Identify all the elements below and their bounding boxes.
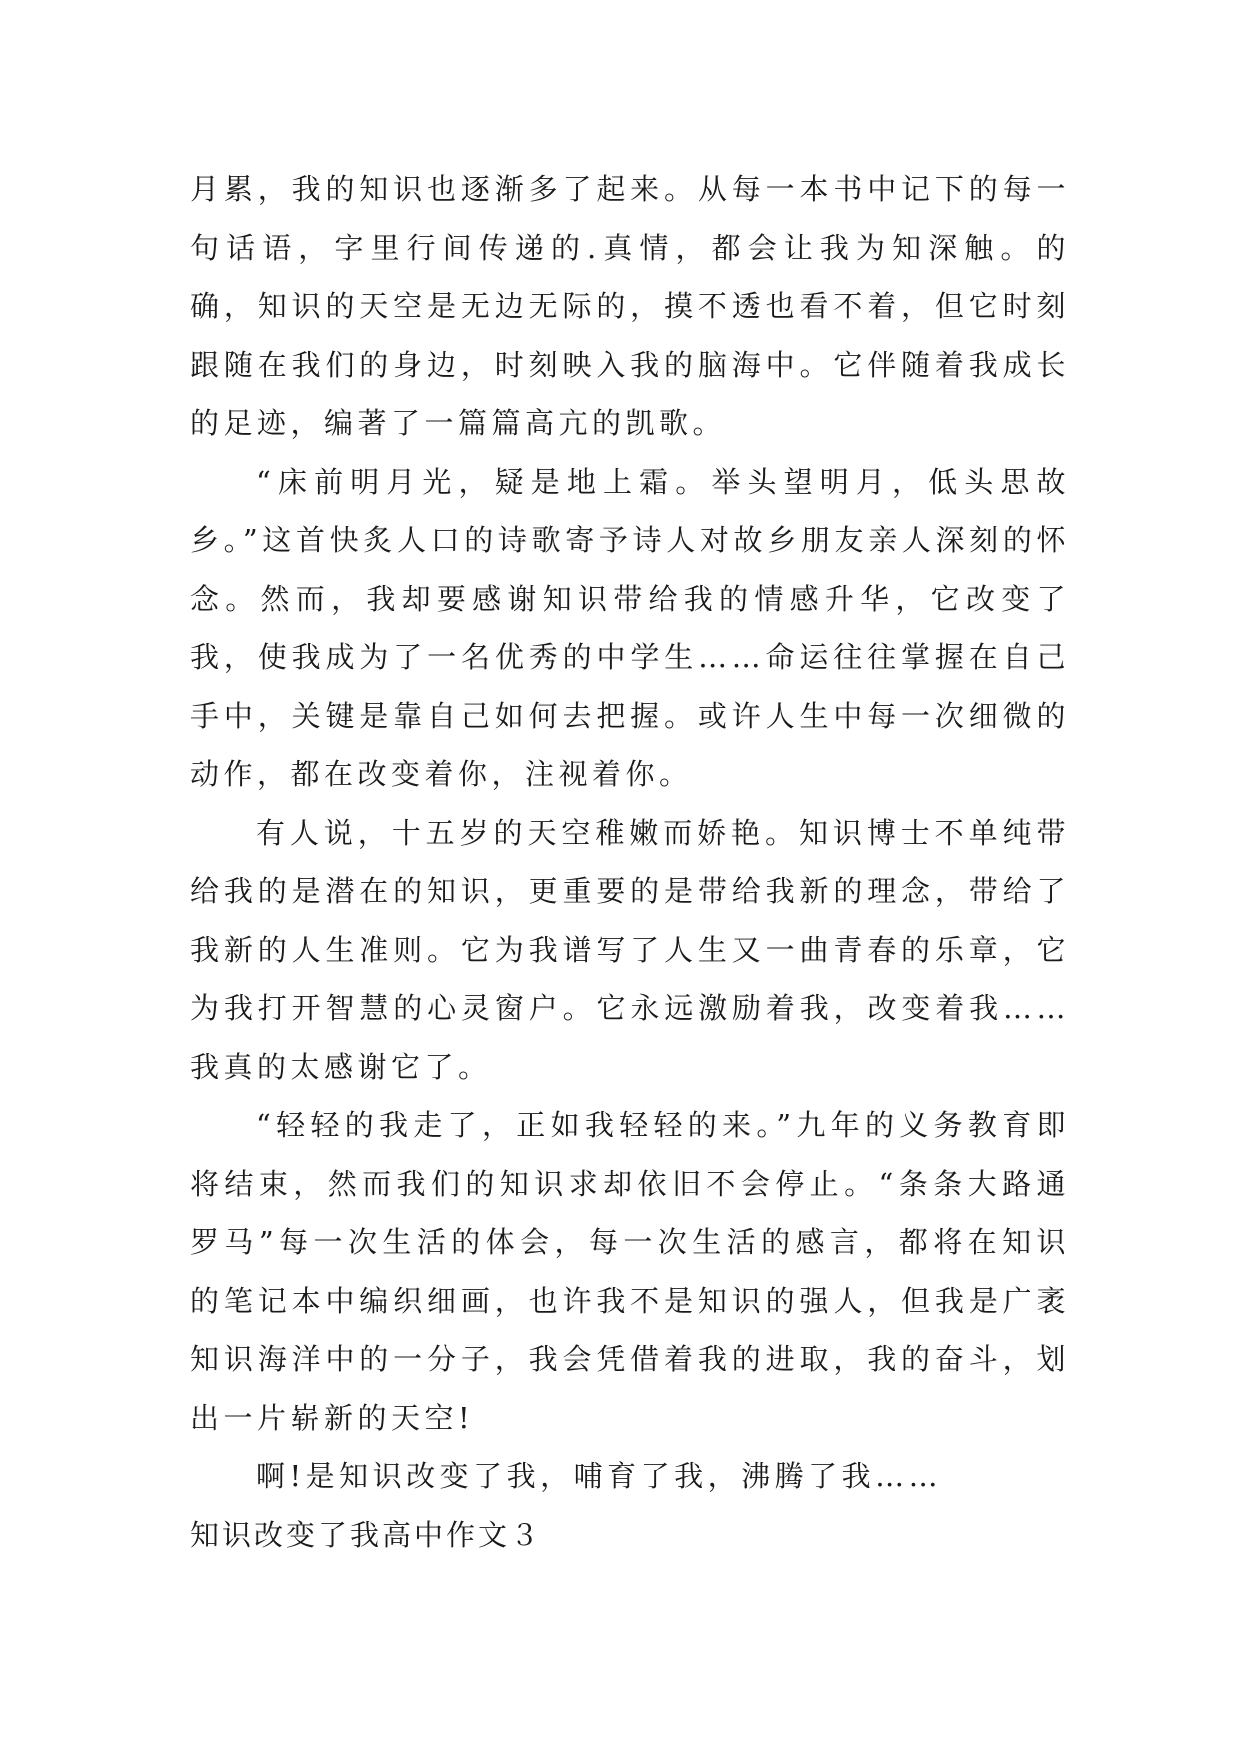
paragraph: 有人说，十五岁的天空稚嫩而娇艳。知识博士不单纯带给我的是潜在的知识，更重要的是带给我新的理念，带给了我新的人生准则。它为我谱写了人生又一曲青春的乐章，它为我打开智慧的心灵窗户。它永远激励着我，改变着我……我真的太感谢它了。 <box>190 815 1070 1084</box>
document-body <box>190 160 1070 1564</box>
paragraph: 月累，我的知识也逐渐多了起来。从每一本书中记下的每一句话语，字里行间传递的.真情，都会让我为知深触。的确，知识的天空是无边无际的，摸不透也看不着，但它时刻跟随在我们的身边，时刻映入我的脑海中。它伴随着我成长的足迹，编著了一篇篇高亢的凯歌。 <box>190 172 1070 440</box>
paragraph: 啊!是知识改变了我，哺育了我，沸腾了我…… <box>256 1459 943 1493</box>
paragraph: “轻轻的我走了，正如我轻轻的来。”九年的义务教育即将结束，然而我们的知识求却依旧不会停止。“条条大路通罗马”每一次生活的体会，每一次生活的感言，都将在知识的笔记本中编织细画，也许我不是知识的强人，但我是广袤知识海洋中的一分子，我会凭借着我的进取，我的奋斗，划出一片崭新的天空! <box>190 1108 1070 1435</box>
paragraph: “床前明月光，疑是地上霜。举头望明月，低头思故乡。”这首快炙人口的诗歌寄予诗人对故乡朋友亲人深刻的怀念。然而，我却要感谢知识带给我的情感升华，它改变了我，使我成为了一名优秀的中学生……命运往往掌握在自己手中，关键是靠自己如何去把握。或许人生中每一次细微的动作，都在改变着你，注视着你。 <box>190 464 1070 791</box>
section-title: 知识改变了我高中作文３ <box>190 1517 543 1552</box>
